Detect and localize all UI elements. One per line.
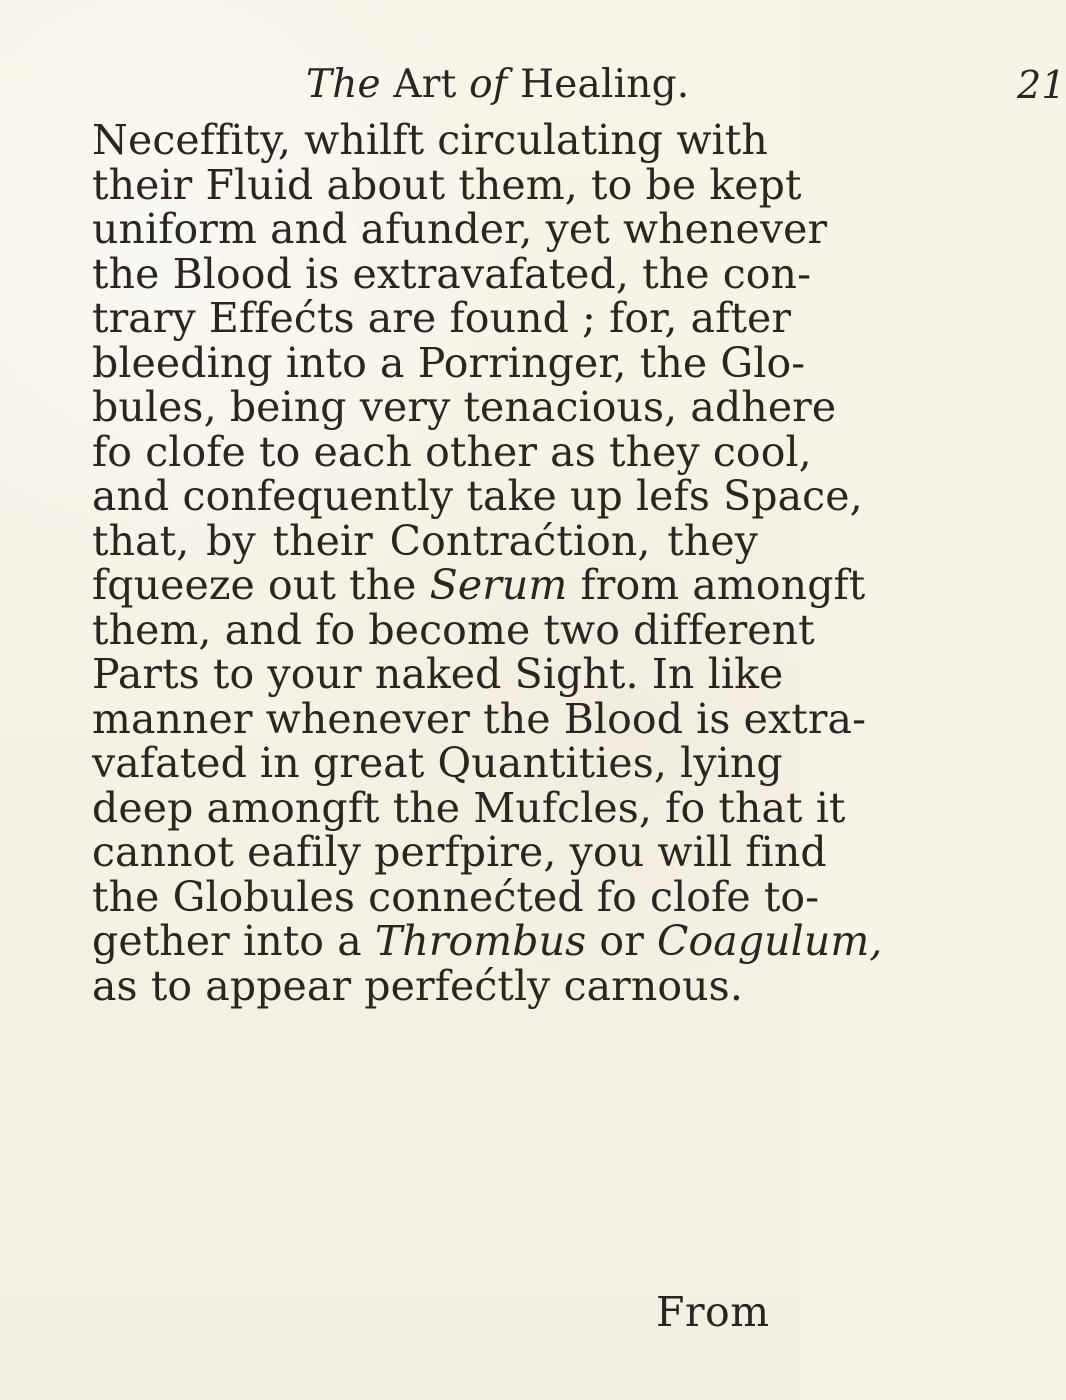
text-line: deep amongft the Mufcles, fo that it	[92, 783, 846, 832]
text-line: as to appear perfećtly carnous.	[92, 961, 743, 1010]
text-line: bules, being very tenacious, adhere	[92, 383, 837, 431]
header-healing: Healing.	[507, 62, 690, 107]
text-fragment: fqueeze out the	[92, 561, 430, 609]
text-line	[92, 561, 866, 609]
text-line: Neceffity, whilft circulating with	[92, 116, 768, 164]
catchword: From	[656, 1288, 770, 1336]
page-number: 21	[1017, 63, 1066, 107]
text-line: and confequently take up lefs Space,	[92, 472, 863, 520]
text-line: manner whenever the Blood is extra-	[92, 694, 867, 743]
text-fragment: or	[586, 917, 658, 965]
coagulum-italic: Coagulum,	[657, 917, 883, 965]
text-line: Parts to your naked Sight. In like	[92, 650, 784, 698]
text-line: the Globules connećted fo clofe to-	[92, 872, 820, 921]
header-art: Art	[380, 62, 470, 107]
text-line: that, by their Contraćtion, they	[92, 516, 758, 565]
text-line: the Blood is extravafated, the con-	[92, 249, 812, 298]
text-fragment: from amongft	[567, 561, 866, 609]
text-line: fo clofe to each other as they cool,	[92, 427, 812, 476]
text-line: trary Effećts are found ; for, after	[92, 294, 792, 342]
header-of: of	[469, 62, 508, 107]
text-fragment: gether into a	[92, 917, 375, 965]
text-line: them, and fo become two different	[92, 605, 815, 654]
thrombus-italic: Thrombus	[374, 917, 587, 965]
header-the: The	[306, 62, 381, 107]
text-line: cannot eafily perfpire, you will find	[92, 828, 827, 876]
text-line	[92, 917, 883, 965]
text-line: vafated in great Quantities, lying	[92, 739, 783, 787]
text-line: uniform and afunder, yet whenever	[92, 205, 828, 253]
text-line: bleeding into a Porringer, the Glo-	[92, 338, 806, 387]
serum-italic: Serum	[429, 561, 568, 609]
running-header	[306, 56, 1066, 114]
text-line: their Fluid about them, to be kept	[92, 160, 802, 209]
page-body	[92, 116, 883, 1010]
